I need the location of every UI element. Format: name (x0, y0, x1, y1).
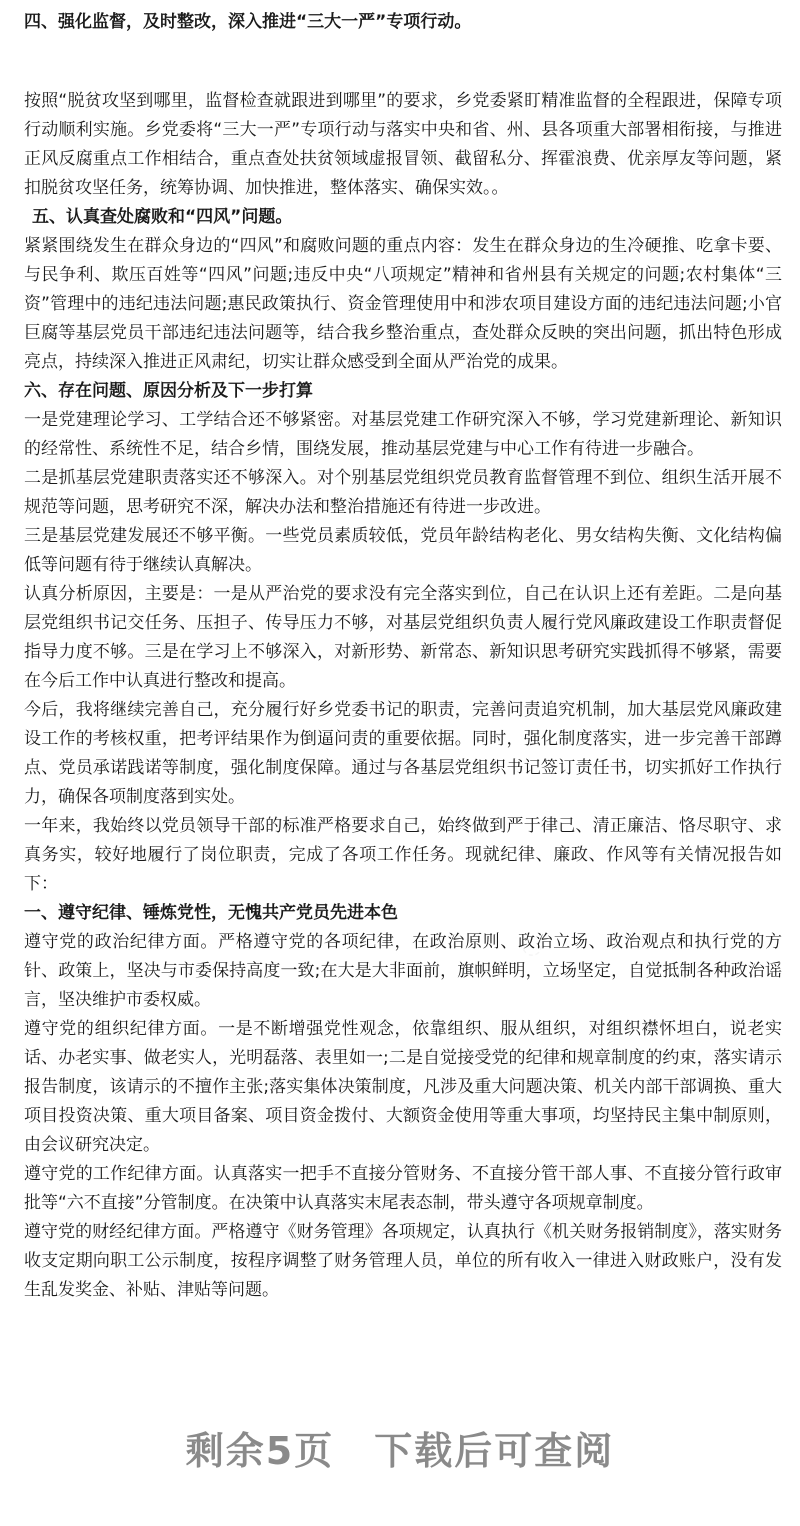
section-heading: 一、遵守纪律、锤炼党性，无愧共产党员先进本色 (24, 903, 398, 923)
body-paragraph: 认真分析原因，主要是：一是从严治党的要求没有完全落实到位，自己在认识上还有差距。二是向基层党组织书记交任务、压担子、传导压力不够，对基层党组织负责人履行党风廉政建设工作职责督促指导力度不够。三是在学习上不够深入，对新形势、新常态、新知识思考研究实践抓得不够紧，需要在今后工作中认真进行整改和提高。 (24, 584, 782, 691)
section-heading-4: 四、强化监督，及时整改，深入推进“三大一严”专项行动。 (24, 12, 472, 32)
body-paragraph: 三是基层党建发展还不够平衡。一些党员素质较低，党员年龄结构老化、男女结构失衡、文化结构偏低等问题有待于继续认真解决。 (24, 526, 782, 575)
paragraph-list (24, 87, 782, 1305)
section-heading: 六、存在问题、原因分析及下一步打算 (24, 381, 313, 401)
download-prompt[interactable] (0, 1420, 800, 1475)
body-paragraph: 遵守党的财经纪律方面。严格遵守《财务管理》各项规定，认真执行《机关财务报销制度》，落实财务收支定期向职工公示制度，按程序调整了财务管理人员，单位的所有收入一律进入财政账户，没有发生乱发奖金、补贴、津贴等问题。 (24, 1222, 782, 1300)
body-paragraph: 紧紧围绕发生在群众身边的“四风”和腐败问题的重点内容：发生在群众身边的生冷硬推、吃拿卡要、与民争利、欺压百姓等“四风”问题;违反中央“八项规定”精神和省州县有关规定的问题;农村集体“三资”管理中的违纪违法问题;惠民政策执行、资金管理使用中和涉农项目建设方面的违纪违法问题;小官巨腐等基层党员干部违纪违法问题等，结合我乡整治重点，查处群众反映的突出问题，抓出特色形成亮点，持续深入推进正风肃纪，切实让群众感受到全面从严治党的成果。 (24, 236, 782, 372)
body-paragraph: 一年来，我始终以党员领导干部的标准严格要求自己，始终做到严于律己、清正廉洁、恪尽职守、求真务实，较好地履行了岗位职责，完成了各项工作任务。现就纪律、廉政、作风等有关情况报告如下： (24, 816, 782, 894)
body-paragraph: 按照“脱贫攻坚到哪里，监督检查就跟进到哪里”的要求，乡党委紧盯精准监督的全程跟进，保障专项行动顺利实施。乡党委将“三大一严”专项行动与落实中央和省、州、县各项重大部署相衔接，与推进正风反腐重点工作相结合，重点查处扶贫领域虚报冒领、截留私分、挥霍浪费、优亲厚友等问题，紧扣脱贫攻坚任务，统筹协调、加快推进，整体落实、确保实效。。 (24, 91, 782, 198)
body-paragraph: 二是抓基层党建职责落实还不够深入。对个别基层党组织党员教育监督管理不到位、组织生活开展不规范等问题，思考研究不深，解决办法和整治措施还有待进一步改进。 (24, 468, 782, 517)
remaining-pages-label: 剩余5页 (185, 1429, 335, 1473)
section-heading: 五、认真查处腐败和“四风”问题。 (32, 207, 293, 227)
body-paragraph: 遵守党的工作纪律方面。认真落实一把手不直接分管财务、不直接分管干部人事、不直接分管行政审批等“六不直接”分管制度。在决策中认真落实末尾表态制，带头遵守各项规章制度。 (24, 1164, 782, 1213)
body-paragraph: 遵守党的组织纪律方面。一是不断增强党性观念，依靠组织、服从组织，对组织襟怀坦白，说老实话、办老实事、做老实人，光明磊落、表里如一;二是自觉接受党的纪律和规章制度的约束，落实请示报告制度，该请示的不擅作主张;落实集体决策制度，凡涉及重大问题决策、机关内部干部调换、重大项目投资决策、重大项目备案、项目资金拨付、大额资金使用等重大事项，均坚持民主集中制原则，由会议研究决定。 (24, 1019, 782, 1155)
download-to-read-label: 下载后可查阅 (374, 1429, 615, 1473)
body-paragraph: 今后，我将继续完善自己，充分履行好乡党委书记的职责，完善问责追究机制，加大基层党风廉政建设工作的考核权重，把考评结果作为倒逼问责的重要依据。同时，强化制度落实，进一步完善干部蹲点、党员承诺践诺等制度，强化制度保障。通过与各基层党组织书记签订责任书，切实抓好工作执行力，确保各项制度落到实处。 (24, 700, 782, 807)
body-paragraph: 遵守党的政治纪律方面。严格遵守党的各项纪律，在政治原则、政治立场、政治观点和执行党的方针、政策上，坚决与市委保持高度一致;在大是大非面前，旗帜鲜明，立场坚定，自觉抵制各种政治谣言，坚决维护市委权威。 (24, 932, 782, 1010)
body-paragraph: 一是党建理论学习、工学结合还不够紧密。对基层党建工作研究深入不够，学习党建新理论、新知识的经常性、系统性不足，结合乡情，围绕发展，推动基层党建与中心工作有待进一步融合。 (24, 410, 782, 459)
